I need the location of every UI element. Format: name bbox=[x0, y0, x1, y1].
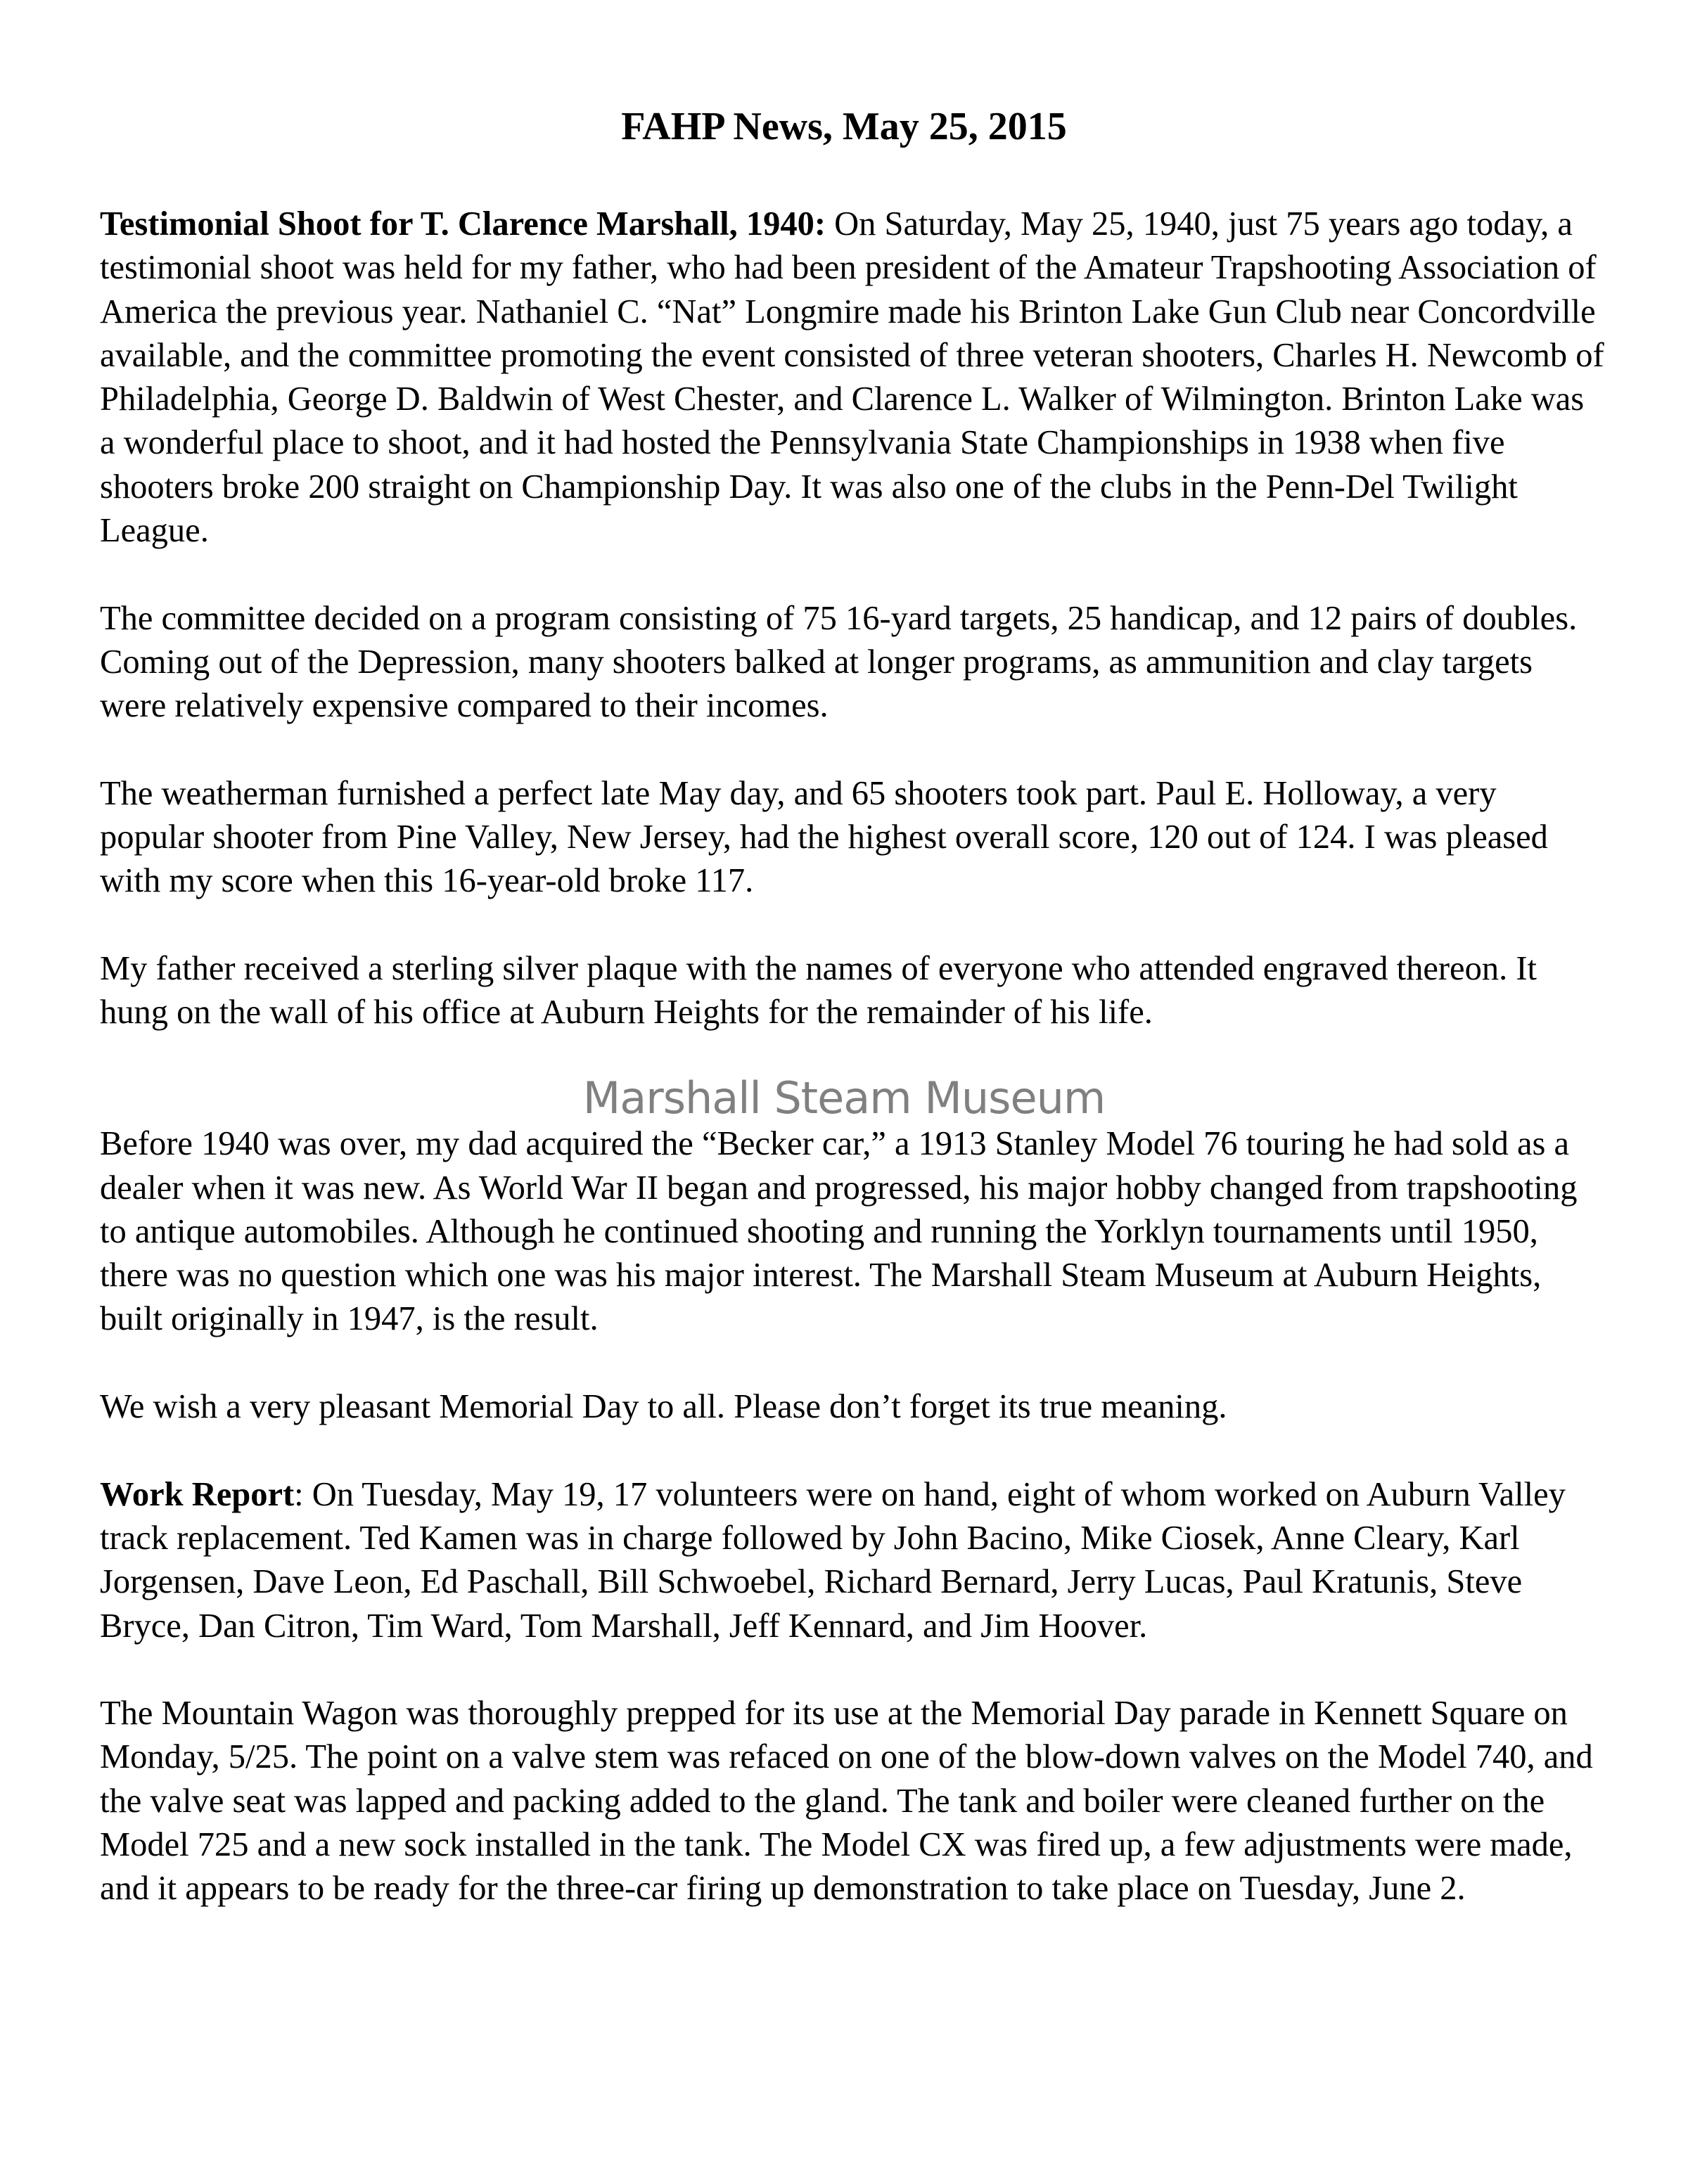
paragraph-text: My father received a sterling silver plaque with the names of everyone who attended engraved thereon. It hung on the wall of his office at Auburn Heights for the remainder of his life. bbox=[100, 950, 1537, 1032]
paragraph-text: We wish a very pleasant Memorial Day to all. Please don’t forget its true meaning. bbox=[100, 1388, 1227, 1426]
paragraph-weather-scores bbox=[100, 772, 1605, 904]
paragraph-mountain-wagon bbox=[100, 1692, 1605, 1910]
paragraph-heading: Testimonial Shoot for T. Clarence Marshall, 1940: bbox=[100, 205, 826, 243]
paragraph-testimonial-shoot bbox=[100, 203, 1605, 553]
paragraph-text: On Saturday, May 25, 1940, just 75 years ago today, a testimonial shoot was held for my father, who had been president of the Amateur Trapshooting Association of America the previous year. Nathaniel C. “Nat” Longmire made his Brinton Lake Gun Club near Concordville available, and the committee promoting the event consisted of three veteran shooters, Charles H. Newcomb of Philadelphia, George D. Baldwin of West Chester, and Clarence L. Walker of Wilmington. Brinton Lake was a wonderful place to shoot, and it had hosted the Pennsylvania State Championships in 1938 when five shooters broke 200 straight on Championship Day. It was also one of the clubs in the Penn-Del Twilight League. bbox=[100, 205, 1604, 550]
paragraph-becker-car bbox=[100, 1122, 1605, 1341]
paragraph-heading: Work Report bbox=[100, 1475, 295, 1513]
paragraph-work-report bbox=[100, 1473, 1605, 1648]
paragraph-text: : On Tuesday, May 19, 17 volunteers were on hand, eight of whom worked on Auburn Valley track replacement. Ted Kamen was in charge followed by John Bacino, Mike Ciosek, Anne Cleary, Karl Jorgensen, Dave Leon, Ed Paschall, Bill Schwoebel, Richard Bernard, Jerry Lucas, Paul Kratunis, Steve Bryce, Dan Citron, Tim Ward, Tom Marshall, Jeff Kennard, and Jim Hoover. bbox=[100, 1475, 1566, 1645]
paragraph-memorial-day bbox=[100, 1385, 1605, 1429]
paragraph-plaque bbox=[100, 947, 1605, 1035]
paragraph-program bbox=[100, 597, 1605, 728]
watermark: Marshall Steam Museum bbox=[582, 1072, 1106, 1124]
page-title: FAHP News, May 25, 2015 bbox=[621, 105, 1067, 148]
paragraph-text: The weatherman furnished a perfect late May day, and 65 shooters took part. Paul E. Holloway, a very popular shooter from Pine Valley, New Jersey, had the highest overall score, 120 out of 124. I was pleased with my score when this 16-year-old broke 117. bbox=[100, 774, 1548, 900]
paragraph-text: The Mountain Wagon was thoroughly prepped for its use at the Memorial Day parade in Kennett Square on Monday, 5/25. The point on a valve stem was refaced on one of the blow-down valves on the Model 740, and the valve seat was lapped and packing added to the gland. The tank and boiler were cleaned further on the Model 725 and a new sock installed in the tank. The Model CX was fired up, a few adjustments were made, and it appears to be ready for the three-car firing up demonstration to take place on Tuesday, June 2. bbox=[100, 1695, 1593, 1908]
paragraph-text: The committee decided on a program consisting of 75 16-yard targets, 25 handicap, and 12 pairs of doubles. Coming out of the Depression, many shooters balked at longer programs, as ammunition and clay targets were relatively expensive compared to their incomes. bbox=[100, 599, 1578, 725]
paragraph-text: Before 1940 was over, my dad acquired the “Becker car,” a 1913 Stanley Model 76 touring he had sold as a dealer when it was new. As World War II began and progressed, his major hobby changed from trapshooting to antique automobiles. Although he continued shooting and running the Yorklyn tournaments until 1950, there was no question which one was his major interest. The Marshall Steam Museum at Auburn Heights, built originally in 1947, is the result. bbox=[100, 1125, 1578, 1338]
